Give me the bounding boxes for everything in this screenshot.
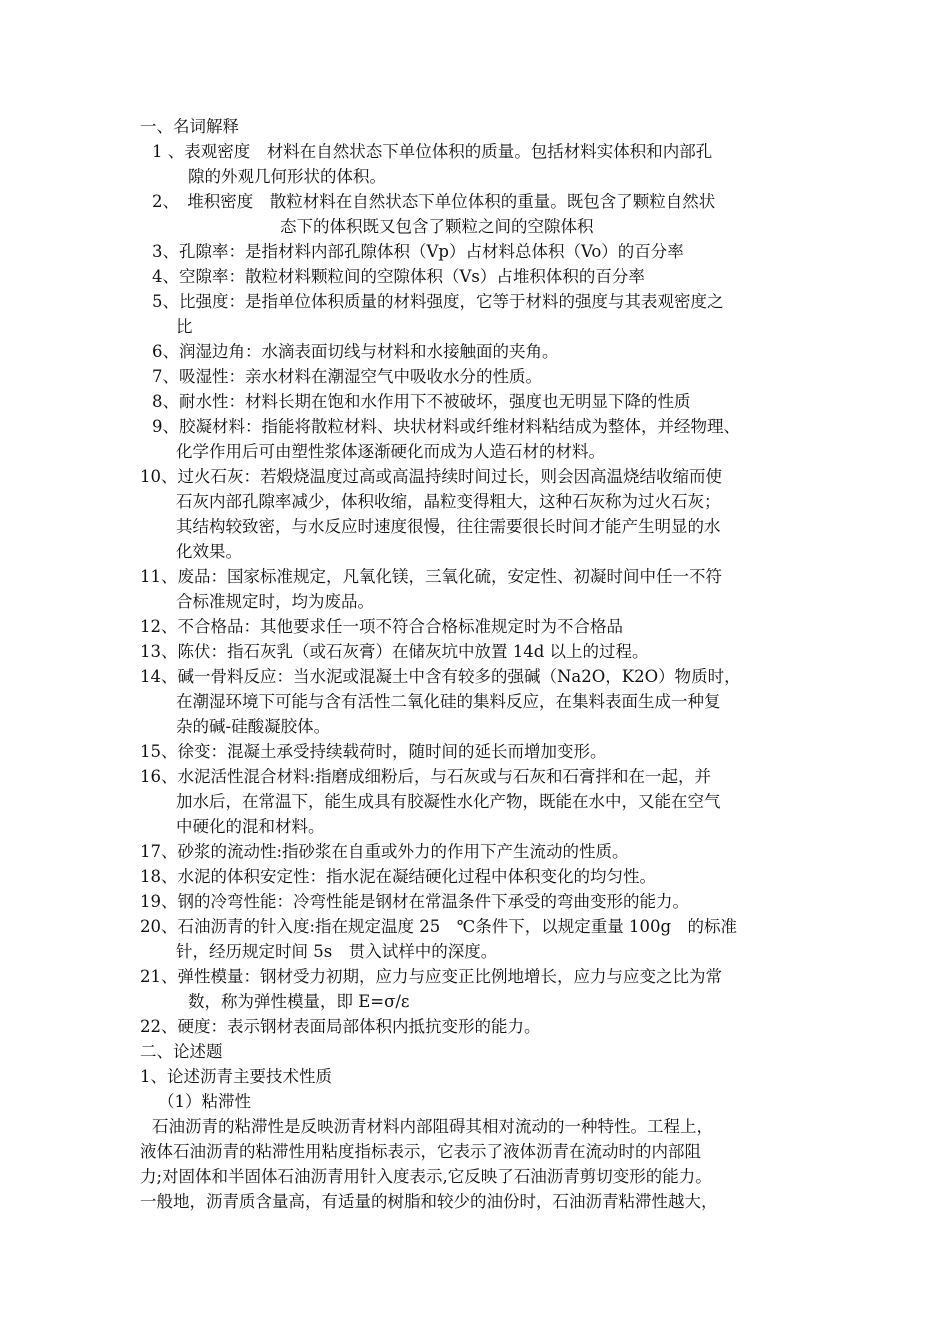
term-19: 19、钢的冷弯性能：冷弯性能是钢材在常温条件下承受的弯曲变形的能力。 (140, 892, 689, 911)
term-10-line-3: 其结构较致密，与水反应时速度很慢，往往需要很长时间才能产生明显的水 (176, 517, 721, 536)
section-heading-definitions: 一、名词解释 (140, 117, 239, 136)
term-10-line-2: 石灰内部孔隙率减少，体积收缩，晶粒变得粗大，这种石灰称为过火石灰； (176, 492, 721, 511)
term-11-line-1: 11、废品：国家标准规定，凡氧化镁，三氧化硫，安定性、初凝时间中任一不符 (140, 567, 722, 586)
term-13: 13、陈伏：指石灰乳（或石灰膏）在储灰坑中放置 14d 以上的过程。 (140, 642, 649, 661)
term-14-line-3: 杂的碱-硅酸凝胶体。 (176, 717, 331, 736)
term-7: 7、吸湿性：亲水材料在潮湿空气中吸收水分的性质。 (152, 367, 542, 386)
term-16-line-1: 16、水泥活性混合材料:指磨成细粉后，与石灰或与石灰和石膏拌和在一起，并 (140, 767, 712, 786)
term-9-line-2: 化学作用后可由塑性浆体逐渐硬化而成为人造石材的材料。 (176, 442, 605, 461)
term-21-line-2: 数，称为弹性模量，即 E=σ/ε (188, 992, 410, 1011)
section-heading-essay: 二、论述题 (140, 1042, 223, 1061)
term-20-line-2: 针，经历规定时间 5s 贯入试样中的深度。 (176, 942, 498, 961)
document-body (140, 114, 820, 1214)
term-18: 18、水泥的体积安定性：指水泥在凝结硬化过程中体积变化的均匀性。 (140, 867, 656, 886)
term-5-line-1: 5、比强度：是指单位体积质量的材料强度，它等于材料的强度与其表观密度之 (152, 292, 724, 311)
term-17: 17、砂浆的流动性:指砂浆在自重或外力的作用下产生流动的性质。 (140, 842, 629, 861)
term-3: 3、孔隙率：是指材料内部孔隙体积（Vp）占材料总体积（Vo）的百分率 (152, 242, 684, 261)
term-21-line-1: 21、弹性模量：钢材受力初期，应力与应变正比例地增长，应力与应变之比为常 (140, 967, 722, 986)
term-9-line-1: 9、胶凝材料：指能将散粒材料、块状材料或纤维材料粘结成为整体，并经物理、 (152, 417, 740, 436)
term-4: 4、空隙率：散粒材料颗粒间的空隙体积（Vs）占堆积体积的百分率 (152, 267, 645, 286)
term-16-line-3: 中硬化的混和材料。 (176, 817, 325, 836)
term-14-line-1: 14、碱一骨料反应：当水泥或混凝土中含有较多的强碱（Na2O，K2O）物质时， (140, 667, 741, 686)
essay-paragraph-line-2: 液体石油沥青的粘滞性用粘度指标表示，它表示了液体沥青在流动时的内部阻 (140, 1142, 701, 1161)
term-22: 22、硬度：表示钢材表面局部体积内抵抗变形的能力。 (140, 1017, 541, 1036)
term-2-line-2: 态下的体积既又包含了颗粒之间的空隙体积 (280, 217, 594, 236)
term-12: 12、不合格品：其他要求任一项不符合合格标准规定时为不合格品 (140, 617, 623, 636)
essay-question-1: 1、论述沥青主要技术性质 (140, 1067, 332, 1086)
essay-paragraph-line-3: 力;对固体和半固体石油沥青用针入度表示,它反映了石油沥青剪切变形的能力。 (140, 1167, 712, 1186)
term-14-line-2: 在潮湿环境下可能与含有活性二氧化硅的集料反应，在集料表面生成一种复 (176, 692, 721, 711)
essay-paragraph-line-1: 石油沥青的粘滞性是反映沥青材料内部阻碍其相对流动的一种特性。工程上， (152, 1117, 713, 1136)
essay-paragraph-line-4: 一般地，沥青质含量高，有适量的树脂和较少的油份时，石油沥青粘滞性越大， (140, 1192, 718, 1211)
term-20-line-1: 20、石油沥青的针入度:指在规定温度 25 ℃条件下，以规定重量 100g 的标准 (140, 917, 738, 936)
term-10-line-4: 化效果。 (176, 542, 242, 561)
term-2-line-1: 2、 堆积密度 散粒材料在自然状态下单位体积的重量。既包含了颗粒自然状 (152, 192, 716, 211)
term-15: 15、徐变：混凝土承受持续载荷时，随时间的延长而增加变形。 (140, 742, 607, 761)
term-11-line-2: 合标准规定时，均为废品。 (176, 592, 374, 611)
term-1-line-1: 1 、表观密度 材料在自然状态下单位体积的质量。包括材料实体积和内部孔 (152, 142, 713, 161)
term-16-line-2: 加水后，在常温下，能生成具有胶凝性水化产物，既能在水中，又能在空气 (176, 792, 721, 811)
essay-subheading-viscosity: （1）粘滞性 (158, 1092, 251, 1111)
term-6: 6、润湿边角：水滴表面切线与材料和水接触面的夹角。 (152, 342, 559, 361)
term-8: 8、耐水性：材料长期在饱和水作用下不被破坏，强度也无明显下降的性质 (152, 392, 691, 411)
term-5-line-2: 比 (176, 317, 193, 336)
term-1-line-2: 隙的外观几何形状的体积。 (188, 167, 386, 186)
term-10-line-1: 10、过火石灰：若煅烧温度过高或高温持续时间过长，则会因高温烧结收缩而使 (140, 467, 722, 486)
